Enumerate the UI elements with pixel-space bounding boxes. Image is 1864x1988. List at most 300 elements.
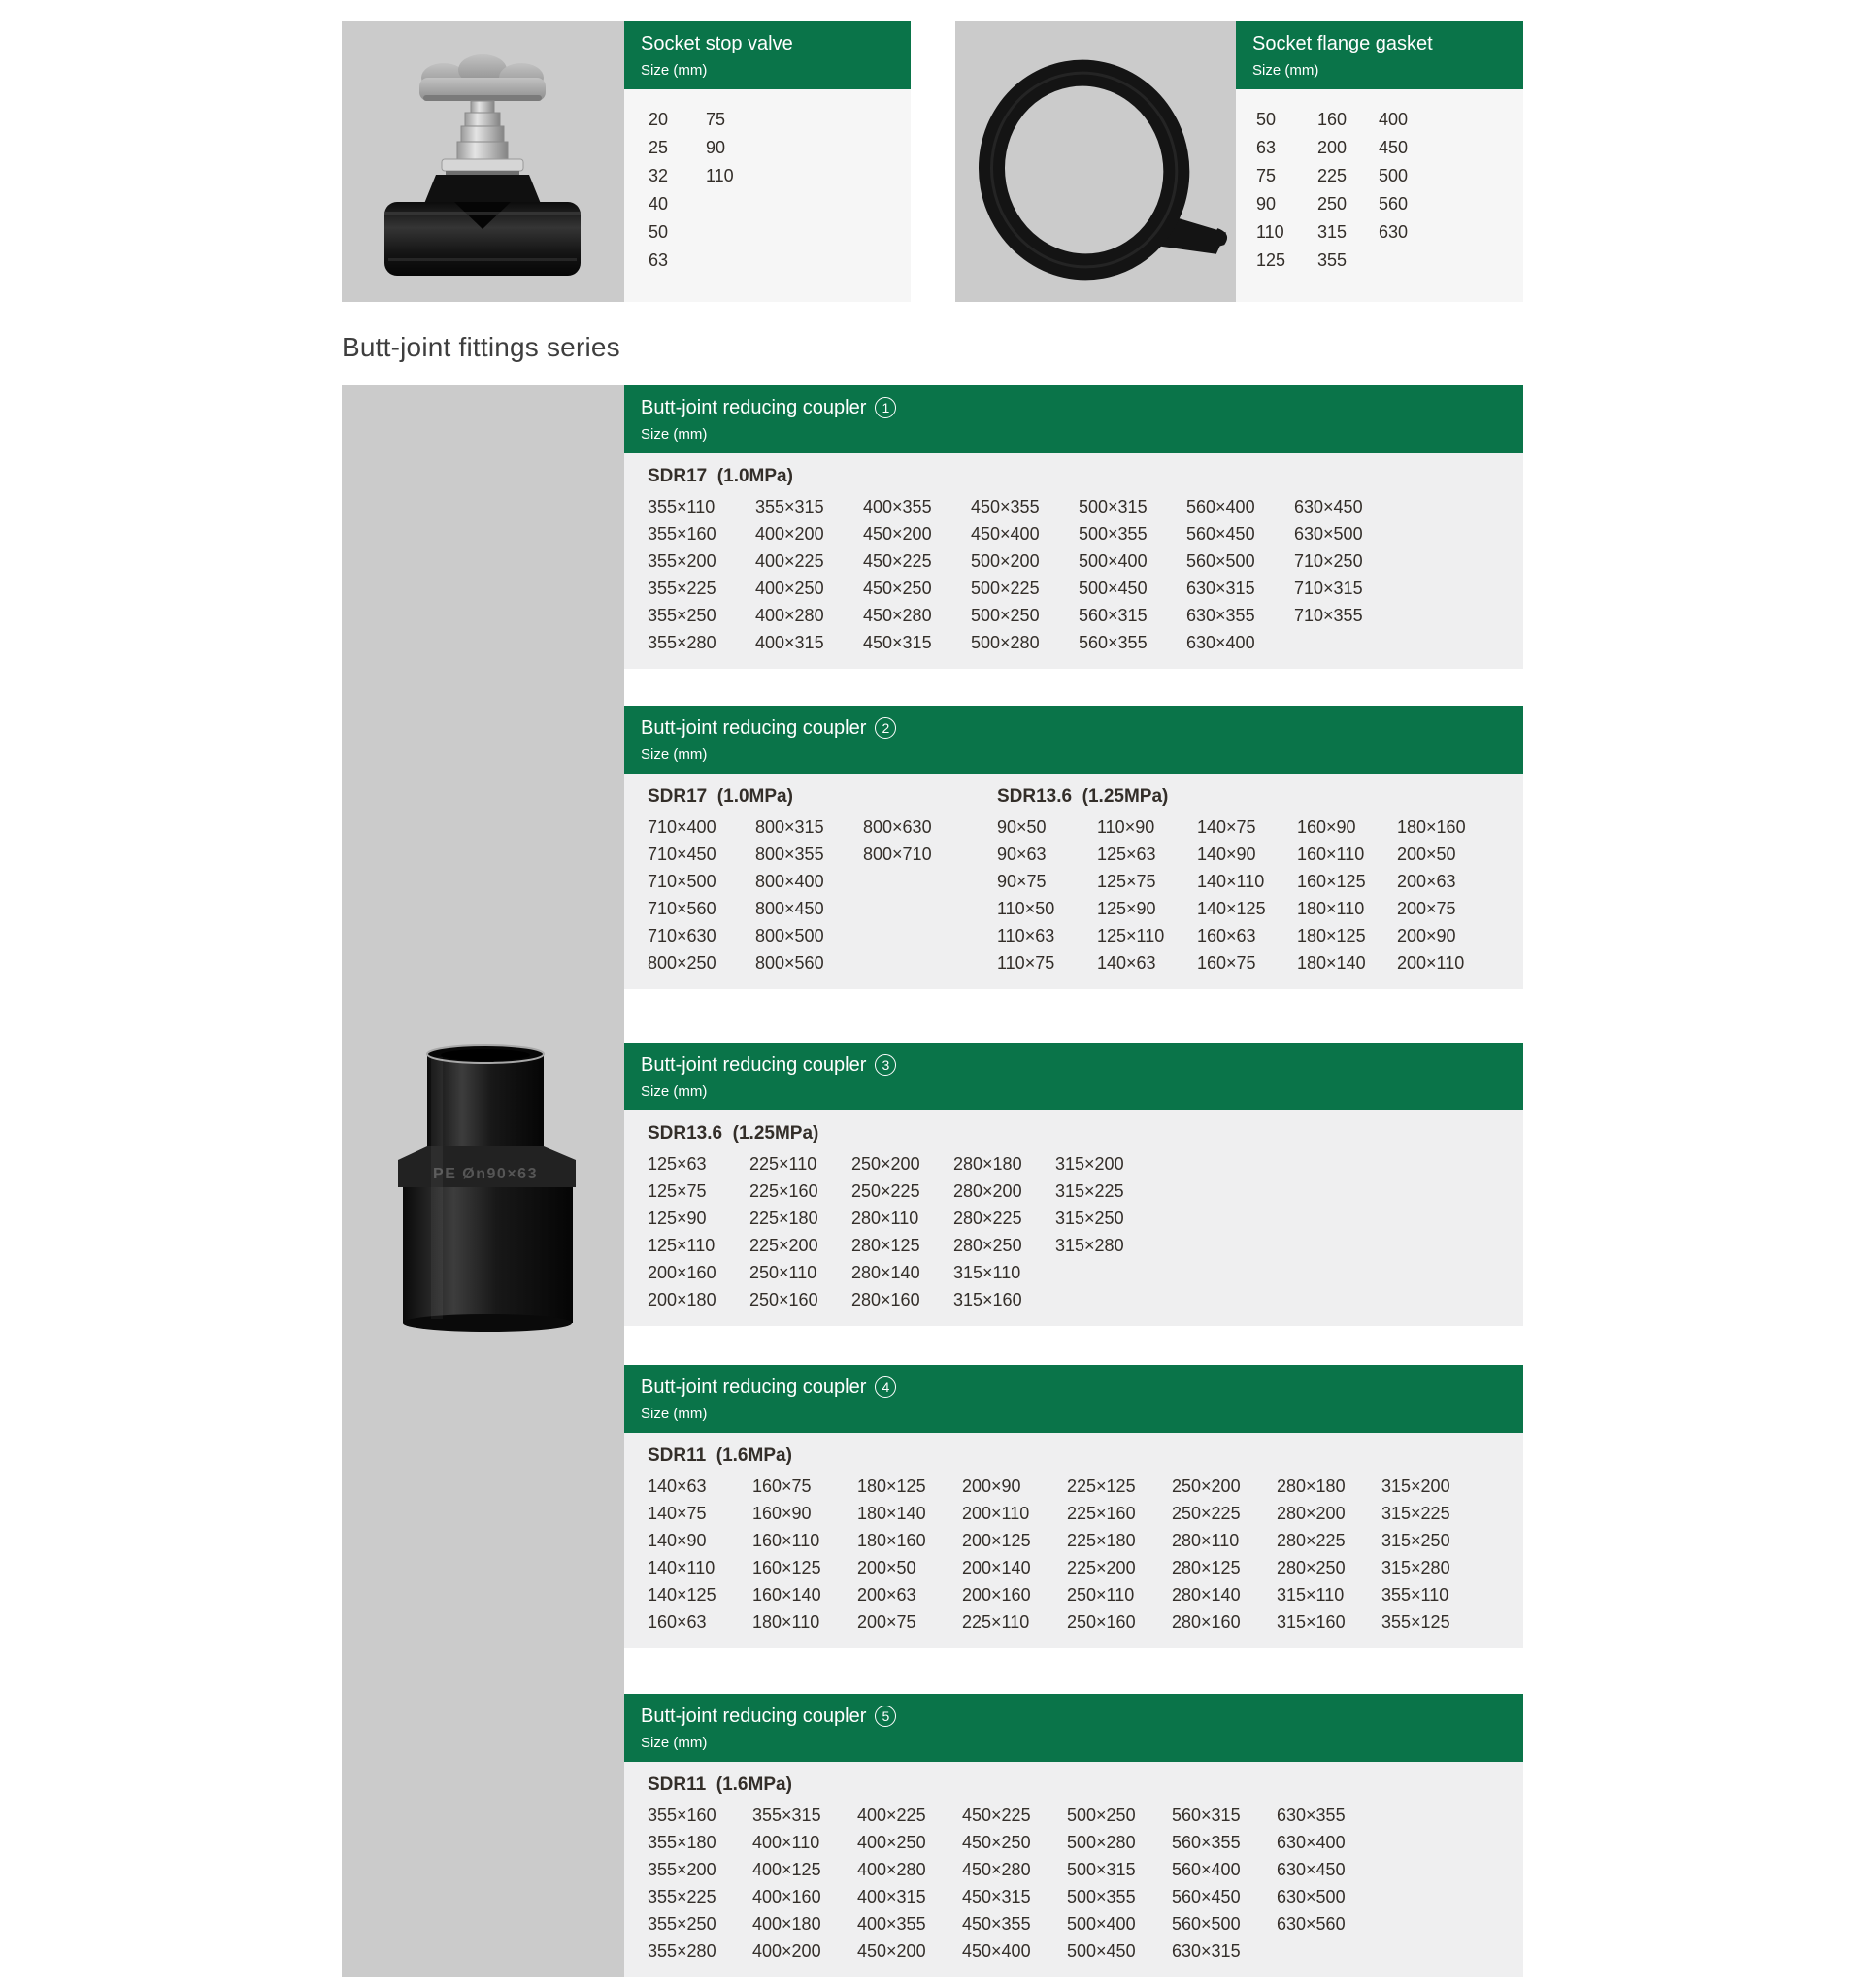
size-cell: 450×355 [962,1914,1031,1934]
size-cell: 110 [1256,222,1284,242]
size-unit-label: Size (mm) [641,746,708,763]
size-cell: 800×400 [755,872,824,891]
size-cell: 560×315 [1172,1806,1241,1825]
size-cell: 450×315 [962,1887,1031,1906]
table-body [624,774,1523,989]
size-cell: 355×180 [648,1833,716,1852]
size-row [648,1608,1486,1636]
size-cell: 355 [1317,250,1348,270]
size-cell: 110×63 [997,926,1055,945]
size-cell: 25 [649,138,669,157]
size-row [649,134,911,162]
size-cell: 315×110 [1277,1585,1345,1605]
size-cell: 800×560 [755,953,824,973]
size-row [997,841,1497,868]
size-cell: 500×280 [971,633,1040,652]
size-cell: 355×125 [1381,1612,1450,1632]
size-cell: 355×250 [648,606,716,625]
size-cell: 75 [1256,166,1277,185]
size-cell: 125×90 [1097,899,1156,918]
size-row [649,247,911,275]
table-header [624,706,1523,774]
spec-groups [648,1771,1523,1965]
size-cell: 50 [1256,110,1277,129]
size-cell: 225×180 [1067,1531,1136,1550]
size-cell: 630 [1379,222,1409,242]
size-cell: 160×63 [648,1612,707,1632]
size-cell: 630×500 [1294,524,1363,544]
size-cell: 630×560 [1277,1914,1346,1934]
size-cell: 180×160 [857,1531,926,1550]
size-grid [1236,89,1523,302]
stop-valve-size-table [624,21,911,302]
size-cell: 630×500 [1277,1887,1346,1906]
size-cell: 90×63 [997,845,1047,864]
size-cell: 280×110 [1172,1531,1240,1550]
size-cell: 630×355 [1186,606,1255,625]
size-cell: 250 [1317,194,1348,214]
table-body [624,453,1523,669]
size-row [1256,162,1523,190]
size-cell: 710×400 [648,817,716,837]
size-row [648,575,1402,602]
size-cell: 250×110 [749,1263,817,1282]
size-cell: 315×225 [1055,1181,1124,1201]
size-cell: 200×110 [962,1504,1030,1523]
size-cell: 450×225 [863,551,932,571]
size-row [648,1883,1381,1910]
table-title [641,1053,1508,1077]
table-body [624,1110,1523,1326]
size-row [648,1802,1381,1829]
size-cell: 500×250 [971,606,1040,625]
size-row [648,868,971,895]
size-cell: 450×200 [863,524,932,544]
size-cell: 225×160 [1067,1504,1136,1523]
table-header [624,1365,1523,1433]
size-unit-label: Size (mm) [641,1083,708,1100]
size-cell: 400×280 [755,606,824,625]
coupler-table-4 [624,1365,1523,1648]
size-cell: 500×400 [1079,551,1148,571]
size-cell: 140×90 [1197,845,1256,864]
size-cell: 280×225 [1277,1531,1346,1550]
size-cell: 160×110 [752,1531,820,1550]
size-cell: 500×315 [1067,1860,1136,1879]
spec-groups [648,1119,1523,1313]
size-cell: 180×110 [1297,899,1365,918]
size-cell: 180×140 [1297,953,1366,973]
size-cell: 355×200 [648,551,716,571]
size-cell: 800×355 [755,845,824,864]
table-title-text: Butt-joint reducing coupler [641,1376,867,1398]
size-cell: 800×315 [755,817,824,837]
spec-groups [648,782,1523,977]
size-cell: 800×500 [755,926,824,945]
size-cell: 140×125 [648,1585,716,1605]
size-cell [706,247,763,275]
size-cell: 225×200 [1067,1558,1136,1577]
size-cell: 450×315 [863,633,932,652]
size-cell: 560×400 [1186,497,1255,516]
size-cell: 400×225 [857,1806,926,1825]
size-cell: 225×160 [749,1181,818,1201]
size-row [648,493,1402,520]
size-cell: 400×180 [752,1914,821,1934]
size-cell: 315×280 [1381,1558,1450,1577]
size-cell: 400×200 [752,1941,821,1961]
size-cell: 710×355 [1294,606,1363,625]
size-row [648,1205,1157,1232]
circled-number-badge: 1 [875,397,896,418]
size-cell: 560×355 [1172,1833,1241,1852]
size-cell: 560×355 [1079,633,1148,652]
size-cell: 800×450 [755,899,824,918]
size-cell: 110 [706,166,734,185]
table-title-text: Butt-joint reducing coupler [641,717,867,739]
size-cell: 90×50 [997,817,1047,837]
size-cell: 250×225 [1172,1504,1241,1523]
spec-group [997,782,1497,977]
size-cell: 40 [649,194,669,214]
size-row [997,868,1497,895]
size-cell: 800×250 [648,953,716,973]
spec-groups [648,1441,1523,1636]
stop-valve-illustration [342,21,624,302]
spec-group [648,1771,1381,1965]
size-cell: 63 [649,250,669,270]
size-unit-label: Size (mm) [1252,62,1319,79]
size-cell: 200×140 [962,1558,1031,1577]
size-cell: 125×110 [1097,926,1165,945]
size-cell: 450×280 [863,606,932,625]
size-cell: 250×200 [1172,1476,1241,1496]
size-row [648,1527,1486,1554]
circled-number-badge: 3 [875,1054,896,1076]
spec-group [648,1441,1486,1636]
size-row [648,1473,1486,1500]
size-cell: 315 [1317,222,1348,242]
size-cell: 250×200 [851,1154,920,1174]
size-cell: 355×225 [648,579,716,598]
size-cell: 630×355 [1277,1806,1346,1825]
size-cell: 500×250 [1067,1806,1136,1825]
size-cell: 400×225 [755,551,824,571]
spec-label: SDR13.6 (1.25MPa) [648,1123,819,1143]
size-cell: 280×200 [1277,1504,1346,1523]
size-cell: 355×200 [648,1860,716,1879]
size-row [648,602,1402,629]
size-row [648,547,1402,575]
size-row [648,629,1402,656]
size-cell: 630×400 [1277,1833,1346,1852]
size-cell: 20 [649,110,669,129]
card-title: Socket flange gasket [1252,33,1433,54]
size-cell: 400×355 [857,1914,926,1934]
size-row [648,1286,1157,1313]
coupler-marking-text: PE Øn90×63 [433,1166,538,1182]
flange-gasket-illustration [955,21,1236,302]
size-cell: 500 [1379,166,1409,185]
size-cell: 800×710 [863,845,932,864]
size-row [648,1500,1486,1527]
card-title: Socket stop valve [641,33,793,54]
size-cell: 355×250 [648,1914,716,1934]
size-cell: 250×160 [1067,1612,1136,1632]
size-cell: 560×450 [1186,524,1255,544]
size-cell: 280×125 [851,1236,920,1255]
size-cell: 450×400 [962,1941,1031,1961]
size-cell: 280×160 [851,1290,920,1309]
size-cell: 400×250 [857,1833,926,1852]
size-cell: 200×160 [962,1585,1031,1605]
size-cell: 160×90 [752,1504,812,1523]
size-cell: 400 [1379,110,1409,129]
size-cell: 400×200 [755,524,824,544]
size-row [648,1177,1157,1205]
size-row [1256,134,1523,162]
size-cell: 225×110 [962,1612,1030,1632]
size-row [997,895,1497,922]
circled-number-badge: 4 [875,1376,896,1398]
circled-number-badge: 5 [875,1706,896,1727]
size-cell: 315×110 [953,1263,1021,1282]
size-cell: 400×125 [752,1860,821,1879]
size-row [648,949,971,977]
size-cell: 315×280 [1055,1236,1124,1255]
size-row [997,949,1497,977]
section-heading: Butt-joint fittings series [342,332,620,362]
size-cell: 75 [706,110,726,129]
size-cell: 160×75 [752,1476,812,1496]
table-title-text: Butt-joint reducing coupler [641,397,867,418]
size-cell: 200×75 [1397,899,1456,918]
size-cell [706,218,763,247]
size-cell: 400×355 [863,497,932,516]
size-cell: 500×450 [1067,1941,1136,1961]
size-cell: 180×125 [1297,926,1366,945]
size-cell: 200×50 [1397,845,1456,864]
size-cell: 280×180 [953,1154,1022,1174]
size-cell: 315×225 [1381,1504,1450,1523]
size-cell: 355×280 [648,633,716,652]
size-grid [624,89,911,302]
size-unit-label: Size (mm) [641,1406,708,1422]
size-row [1256,106,1523,134]
size-cell: 160×125 [1297,872,1366,891]
size-cell: 500×355 [1079,524,1148,544]
size-cell: 560×400 [1172,1860,1241,1879]
table-header [624,385,1523,453]
size-cell: 710×315 [1294,579,1363,598]
size-cell: 355×110 [648,497,716,516]
size-cell: 250×160 [749,1290,818,1309]
butt-joint-section [342,385,1523,1977]
size-cell: 200×75 [857,1612,916,1632]
size-unit-label: Size (mm) [641,62,708,79]
size-cell: 400×315 [857,1887,926,1906]
size-cell: 140×125 [1197,899,1266,918]
spec-label: SDR17 (1.0MPa) [648,466,793,486]
size-cell: 280×125 [1172,1558,1241,1577]
size-cell: 630×400 [1186,633,1255,652]
size-cell: 355×225 [648,1887,716,1906]
size-cell: 125×63 [648,1154,707,1174]
size-cell: 315×200 [1055,1154,1124,1174]
size-cell: 125×110 [648,1236,716,1255]
size-cell: 450×250 [863,579,932,598]
size-row [648,1554,1486,1581]
size-cell: 160×75 [1197,953,1256,973]
size-cell: 400×110 [752,1833,820,1852]
size-cell: 200×63 [1397,872,1456,891]
size-cell: 160×90 [1297,817,1356,837]
size-cell: 125 [1256,250,1286,270]
size-cell: 400×315 [755,633,824,652]
table-header [624,1694,1523,1762]
table-body [624,1433,1523,1648]
size-cell: 710×560 [648,899,716,918]
size-cell: 280×160 [1172,1612,1241,1632]
size-cell: 140×110 [1197,872,1265,891]
size-row [648,1856,1381,1883]
size-cell: 140×75 [648,1504,707,1523]
size-cell: 225×200 [749,1236,818,1255]
table-body [624,1762,1523,1977]
size-cell: 125×75 [648,1181,707,1201]
reducing-coupler-illustration [342,1044,624,1335]
size-row [648,1581,1486,1608]
coupler-table-1 [624,385,1523,669]
size-cell: 225×110 [749,1154,817,1174]
size-cell: 180×125 [857,1476,926,1496]
size-cell: 280×140 [851,1263,920,1282]
size-cell: 110×75 [997,953,1055,973]
table-header [624,1043,1523,1110]
spec-groups [648,462,1523,656]
size-row [648,895,971,922]
size-cell: 50 [649,222,669,242]
size-cell: 710×250 [1294,551,1363,571]
coupler-table-2 [624,706,1523,989]
spec-label: SDR17 (1.0MPa) [648,786,793,807]
socket-flange-gasket-card [955,21,1523,302]
size-cell: 710×450 [648,845,716,864]
table-title [641,716,1508,740]
size-cell: 110×50 [997,899,1055,918]
size-cell: 140×75 [1197,817,1256,837]
size-row [997,922,1497,949]
size-cell: 710×630 [648,926,716,945]
size-cell: 355×280 [648,1941,716,1961]
size-cell: 200×160 [648,1263,716,1282]
size-cell: 125×63 [1097,845,1156,864]
size-cell: 315×160 [953,1290,1022,1309]
size-cell: 355×315 [752,1806,821,1825]
table-title-text: Butt-joint reducing coupler [641,1054,867,1076]
coupler-table-5 [624,1694,1523,1977]
size-cell: 400×160 [752,1887,821,1906]
size-cell: 560×500 [1186,551,1255,571]
size-cell: 315×250 [1381,1531,1450,1550]
size-cell: 560×500 [1172,1914,1241,1934]
flange-gasket-size-table [1236,21,1523,302]
spec-label: SDR11 (1.6MPa) [648,1774,792,1795]
top-product-cards [342,21,1523,302]
size-cell [706,190,763,218]
size-cell: 450×225 [962,1806,1031,1825]
size-cell: 250×225 [851,1181,920,1201]
size-row [649,162,911,190]
size-cell: 63 [1256,138,1277,157]
size-cell: 500×225 [971,579,1040,598]
size-cell: 630×315 [1172,1941,1241,1961]
size-cell: 200×90 [962,1476,1021,1496]
size-cell: 560 [1379,194,1409,214]
size-cell: 200×110 [1397,953,1465,973]
size-cell: 160×110 [1297,845,1365,864]
size-row [648,922,971,949]
size-cell: 450×355 [971,497,1040,516]
table-title [641,396,1508,419]
size-cell: 280×180 [1277,1476,1346,1496]
size-row [648,1150,1157,1177]
size-cell: 280×250 [1277,1558,1346,1577]
size-cell: 250×110 [1067,1585,1135,1605]
size-cell: 500×315 [1079,497,1148,516]
size-cell: 225×125 [1067,1476,1136,1496]
size-cell: 315×200 [1381,1476,1450,1496]
size-unit-label: Size (mm) [641,426,708,443]
size-row [648,1910,1381,1938]
size-cell: 355×160 [648,524,716,544]
size-cell: 500×280 [1067,1833,1136,1852]
size-row [648,841,971,868]
size-row [648,813,971,841]
size-cell: 180×160 [1397,817,1466,837]
size-cell: 200×90 [1397,926,1456,945]
size-cell: 180×140 [857,1504,926,1523]
size-cell: 140×63 [648,1476,707,1496]
spec-label: SDR13.6 (1.25MPa) [997,786,1169,807]
size-cell: 450 [1379,138,1409,157]
size-cell: 500×450 [1079,579,1148,598]
spec-label: SDR11 (1.6MPa) [648,1445,792,1466]
card-header [1236,21,1523,89]
spec-group [648,462,1402,656]
size-cell: 200×180 [648,1290,716,1309]
size-cell: 315×250 [1055,1209,1124,1228]
size-cell: 450×250 [962,1833,1031,1852]
size-cell: 225×180 [749,1209,818,1228]
size-cell: 32 [649,166,669,185]
size-cell [1379,247,1440,275]
size-row [648,520,1402,547]
size-cell: 200×125 [962,1531,1031,1550]
coupler-table-3 [624,1043,1523,1326]
coupler-tables-column [624,385,1523,1977]
size-cell: 140×90 [648,1531,707,1550]
size-cell: 140×110 [648,1558,716,1577]
table-title-text: Butt-joint reducing coupler [641,1706,867,1727]
size-cell: 200 [1317,138,1348,157]
size-cell: 160 [1317,110,1348,129]
size-row [648,1259,1157,1286]
size-cell: 500×400 [1067,1914,1136,1934]
size-cell: 560×315 [1079,606,1148,625]
size-cell: 200×50 [857,1558,916,1577]
size-row [1256,190,1523,218]
